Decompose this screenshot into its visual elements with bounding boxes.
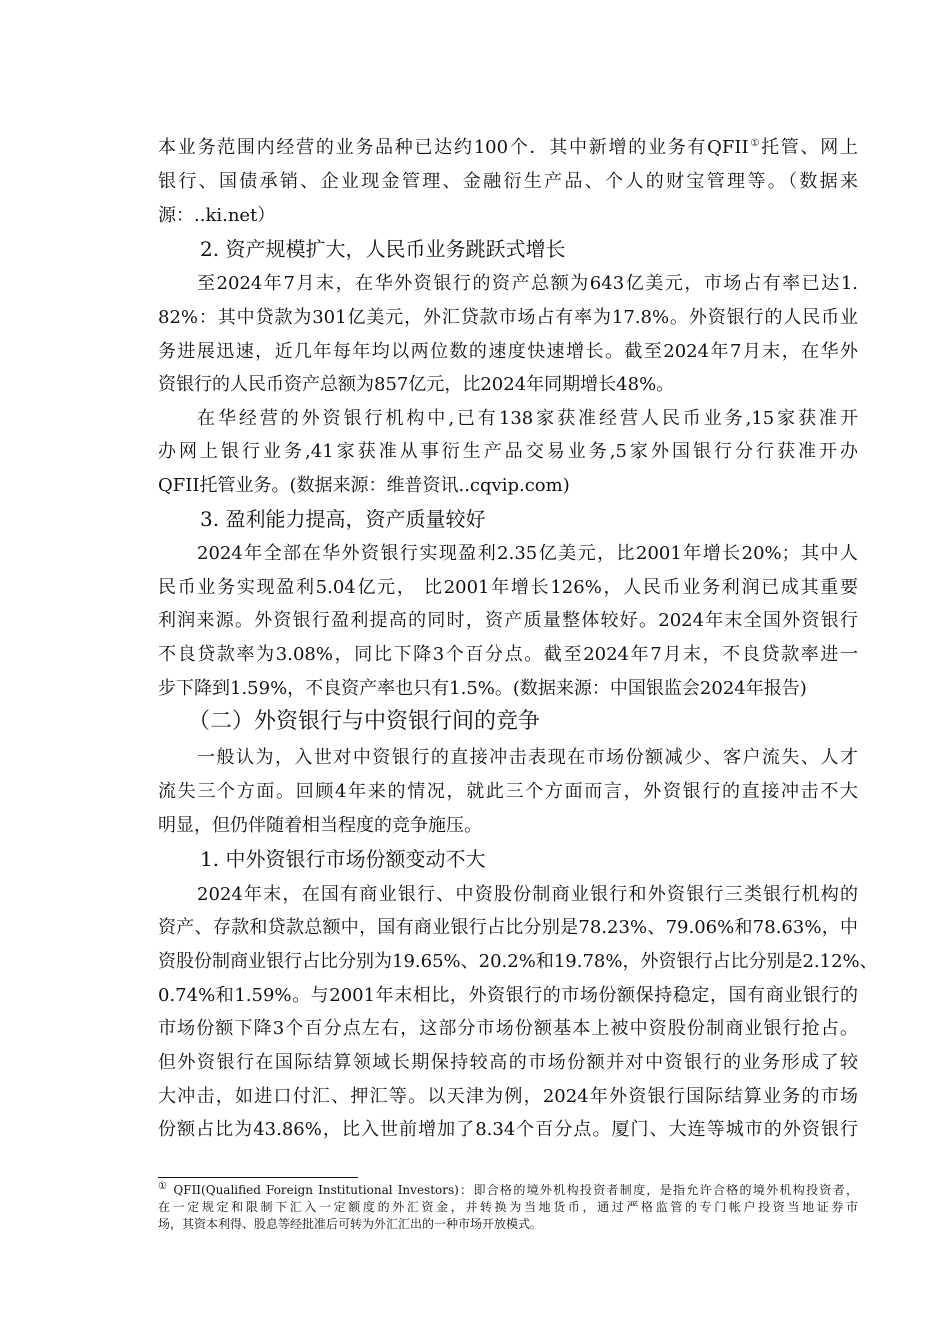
paragraph-first-line: 在华经营的外资银行机构中,已有138家获准经营人民币业务,15家获准开 — [197, 408, 858, 429]
body-text-fragment: 托管、网上 — [761, 137, 858, 158]
body-text-line: 步下降到1.59%，不良资产率也只有1.5%。(数据来源：中国银监会2024年报告) — [158, 678, 807, 699]
footnote-mark: ① — [158, 1181, 169, 1192]
body-text-line: 不良贷款率为3.08%，同比下降3个百分点。截至2024年7月末，不良贷款率进一 — [158, 644, 858, 665]
footnote-line: 场，其资本利得、股息等经批准后可转为外汇汇出的一种市场开放模式。 — [158, 1217, 543, 1231]
body-text-line: 大冲击，如进口付汇、押汇等。以天津为例，2024年外资银行国际结算业务的市场 — [158, 1086, 858, 1107]
paragraph-first-line: 至2024年7月末，在华外资银行的资产总额为643亿美元，市场占有率已达1. — [197, 273, 858, 294]
footnote-separator — [158, 1177, 358, 1178]
paragraph-first-line: 2024年末，在国有商业银行、中资股份制商业银行和外资银行三类银行机构的 — [197, 884, 858, 905]
body-text-line: 资产、存款和贷款总额中，国有商业银行占比分别是78.23%、79.06%和78.63%，中 — [158, 917, 858, 938]
paragraph-first-line: 一般认为，入世对中资银行的直接冲击表现在市场份额减少、客户流失、人才 — [197, 747, 858, 768]
body-text-line — [158, 136, 858, 160]
footnote-line: 在一定规定和限制下汇入一定额度的外汇资金，并转换为当地货币，通过严格监管的专门帐户投资当地证券市 — [158, 1200, 858, 1214]
body-text-line: 资银行的人民币资产总额为857亿元，比2024年同期增长48%。 — [158, 374, 675, 395]
footnote-text: QFII(Qualified Foreign Institutional Investors)：即合格的境外机构投资者制度，是指允许合格的境外机构投资者， — [168, 1183, 859, 1197]
body-text-line: 民币业务实现盈利5.04亿元， 比2001年增长126%，人民币业务利润已成其重要 — [158, 577, 858, 598]
body-text-line: 但外资银行在国际结算领域长期保持较高的市场份额并对中资银行的业务形成了较 — [158, 1052, 858, 1073]
body-text-fragment: 本业务范围内经营的业务品种已达约100个．其中新增的业务有QFII — [158, 137, 749, 158]
body-text-line: 明显，但仍伴随着相当程度的竞争施压。 — [158, 815, 482, 836]
section-heading: 1. 中外资银行市场份额变动不大 — [200, 847, 486, 871]
body-text-line: 份额占比为43.86%，比入世前增加了8.34个百分点。厦门、大连等城市的外资银行 — [158, 1119, 858, 1140]
footnote-line — [158, 1182, 858, 1199]
body-text-line: 0.74%和1.59%。与2001年末相比，外资银行的市场份额保持稳定，国有商业银行的 — [158, 985, 858, 1006]
body-text-line: 务进展迅速，近几年每年均以两位数的速度快速增长。截至2024年7月末，在华外 — [158, 341, 858, 362]
body-text-line: 银行、国债承销、企业现金管理、金融衍生产品、个人的财宝管理等。（数据来 — [158, 171, 858, 192]
section-heading: 3. 盈利能力提高，资产质量较好 — [200, 507, 486, 531]
paragraph-first-line: 2024年全部在华外资银行实现盈利2.35亿美元，比2001年增长20%；其中人 — [197, 543, 858, 564]
body-text-line: 资股份制商业银行占比分别为19.65%、20.2%和19.78%，外资银行占比分别是2.12%、 — [158, 951, 878, 972]
section-heading: 2. 资产规模扩大，人民币业务跳跃式增长 — [200, 237, 566, 261]
body-text-line: 利润来源。外资银行盈利提高的同时，资产质量整体较好。2024年末全国外资银行 — [158, 610, 858, 631]
body-text-line: 流失三个方面。回顾4年来的情况，就此三个方面而言，外资银行的直接冲击不大 — [158, 781, 858, 802]
body-text-line: 市场份额下降3个百分点左右，这部分市场份额基本上被中资股份制商业银行抢占。 — [158, 1018, 858, 1039]
body-text-line: QFII托管业务。(数据来源：维普资讯..cqvip.com) — [158, 475, 570, 496]
body-text-line: 办网上银行业务,41家获准从事衍生产品交易业务,5家外国银行分行获准开办 — [158, 441, 858, 462]
chapter-heading: （二）外资银行与中资银行间的竞争 — [188, 709, 541, 734]
footnote-reference[interactable]: ① — [748, 138, 762, 149]
body-text-line: 源：..ki.net） — [158, 205, 276, 226]
body-text-line: 82%：其中贷款为301亿美元，外汇贷款市场占有率为17.8%。外资银行的人民币业 — [158, 307, 858, 328]
